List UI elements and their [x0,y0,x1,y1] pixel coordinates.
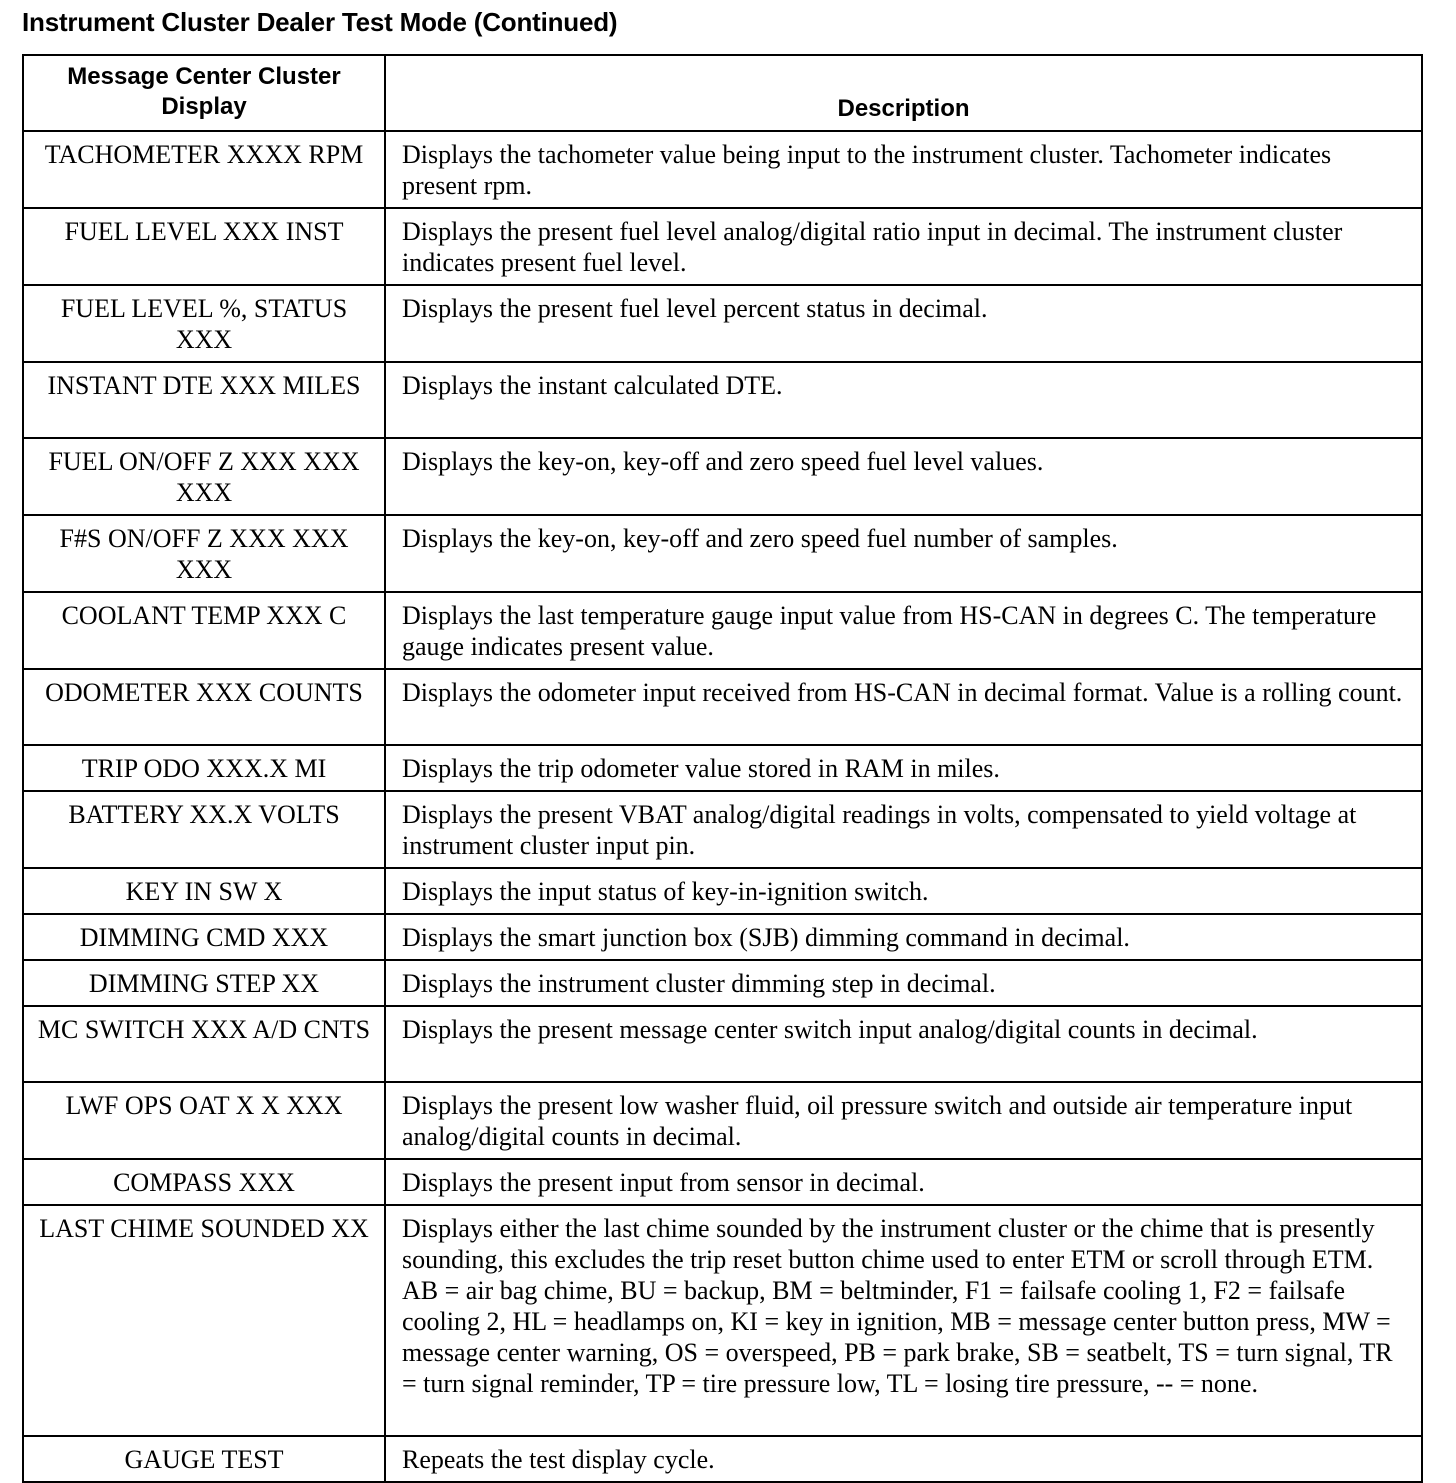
table-row [23,868,1422,914]
description-cell: Displays the input status of key-in-ignition switch. [385,868,1422,914]
message-cell: TRIP ODO XXX.X MI [23,745,385,791]
message-cell: FUEL ON/OFF Z XXX XXX XXX [23,438,385,515]
description-cell: Displays the key-on, key-off and zero speed fuel level values. [385,438,1422,515]
message-cell: BATTERY XX.X VOLTS [23,791,385,868]
table-row [23,208,1422,285]
message-cell: COOLANT TEMP XXX C [23,592,385,669]
message-cell: COMPASS XXX [23,1159,385,1205]
table-row [23,669,1422,745]
page-title: Instrument Cluster Dealer Test Mode (Continued) [22,7,618,37]
description-cell: Displays the last temperature gauge input value from HS-CAN in degrees C. The temperature gauge indicates present value. [385,592,1422,669]
description-cell: Displays the smart junction box (SJB) dimming command in decimal. [385,914,1422,960]
message-cell: LAST CHIME SOUNDED XX [23,1205,385,1436]
table-row [23,362,1422,438]
description-cell: Displays the present input from sensor in decimal. [385,1159,1422,1205]
description-cell: Displays the present fuel level analog/digital ratio input in decimal. The instrument cluster indicates present fuel level. [385,208,1422,285]
message-cell: DIMMING CMD XXX [23,914,385,960]
table-row [23,592,1422,669]
description-cell: Displays the odometer input received from HS-CAN in decimal format. Value is a rolling count. [385,669,1422,745]
description-cell: Displays the present message center switch input analog/digital counts in decimal. [385,1006,1422,1082]
dealer-test-mode-table [22,54,1423,1483]
description-cell: Displays the instrument cluster dimming step in decimal. [385,960,1422,1006]
table-row [23,1205,1422,1436]
table-row [23,285,1422,362]
table-row [23,1082,1422,1159]
description-cell: Repeats the test display cycle. [385,1436,1422,1482]
description-cell: Displays the present VBAT analog/digital readings in volts, compensated to yield voltage at instrument cluster input pin. [385,791,1422,868]
table-row [23,1006,1422,1082]
message-cell: MC SWITCH XXX A/D CNTS [23,1006,385,1082]
message-cell: ODOMETER XXX COUNTS [23,669,385,745]
description-cell: Displays the present low washer fluid, oil pressure switch and outside air temperature input analog/digital counts in decimal. [385,1082,1422,1159]
message-cell: LWF OPS OAT X X XXX [23,1082,385,1159]
header-description: Description [385,55,1422,131]
message-cell: INSTANT DTE XXX MILES [23,362,385,438]
message-cell: KEY IN SW X [23,868,385,914]
description-cell: Displays the tachometer value being input to the instrument cluster. Tachometer indicates present rpm. [385,131,1422,208]
table-row [23,791,1422,868]
table-row [23,515,1422,592]
header-message-center-display: Message Center Cluster Display [23,55,385,131]
message-cell: DIMMING STEP XX [23,960,385,1006]
message-cell: FUEL LEVEL XXX INST [23,208,385,285]
table-row [23,1159,1422,1205]
message-cell: GAUGE TEST [23,1436,385,1482]
message-cell: FUEL LEVEL %, STATUS XXX [23,285,385,362]
message-cell: TACHOMETER XXXX RPM [23,131,385,208]
description-cell: Displays either the last chime sounded by the instrument cluster or the chime that is presently sounding, this excludes the trip reset button chime used to enter ETM or scroll through ETM. AB = air bag chime, BU = backup, BM = beltminder, F1 = failsafe cooling 1, F2 = failsafe cooling 2, HL = headlamps on, KI = key in ignition, MB = message center button press, MW = message center warning, OS = overspeed, PB = park brake, SB = seatbelt, TS = turn signal, TR = turn signal reminder, TP = tire pressure low, TL = losing tire pressure, -- = none. [385,1205,1422,1436]
table-header-row [23,55,1422,131]
description-cell: Displays the instant calculated DTE. [385,362,1422,438]
table-row [23,745,1422,791]
description-cell: Displays the key-on, key-off and zero speed fuel number of samples. [385,515,1422,592]
table-row [23,960,1422,1006]
description-cell: Displays the trip odometer value stored in RAM in miles. [385,745,1422,791]
table-row [23,131,1422,208]
description-cell: Displays the present fuel level percent status in decimal. [385,285,1422,362]
table-row [23,1436,1422,1482]
table-row [23,438,1422,515]
table-row [23,914,1422,960]
message-cell: F#S ON/OFF Z XXX XXX XXX [23,515,385,592]
